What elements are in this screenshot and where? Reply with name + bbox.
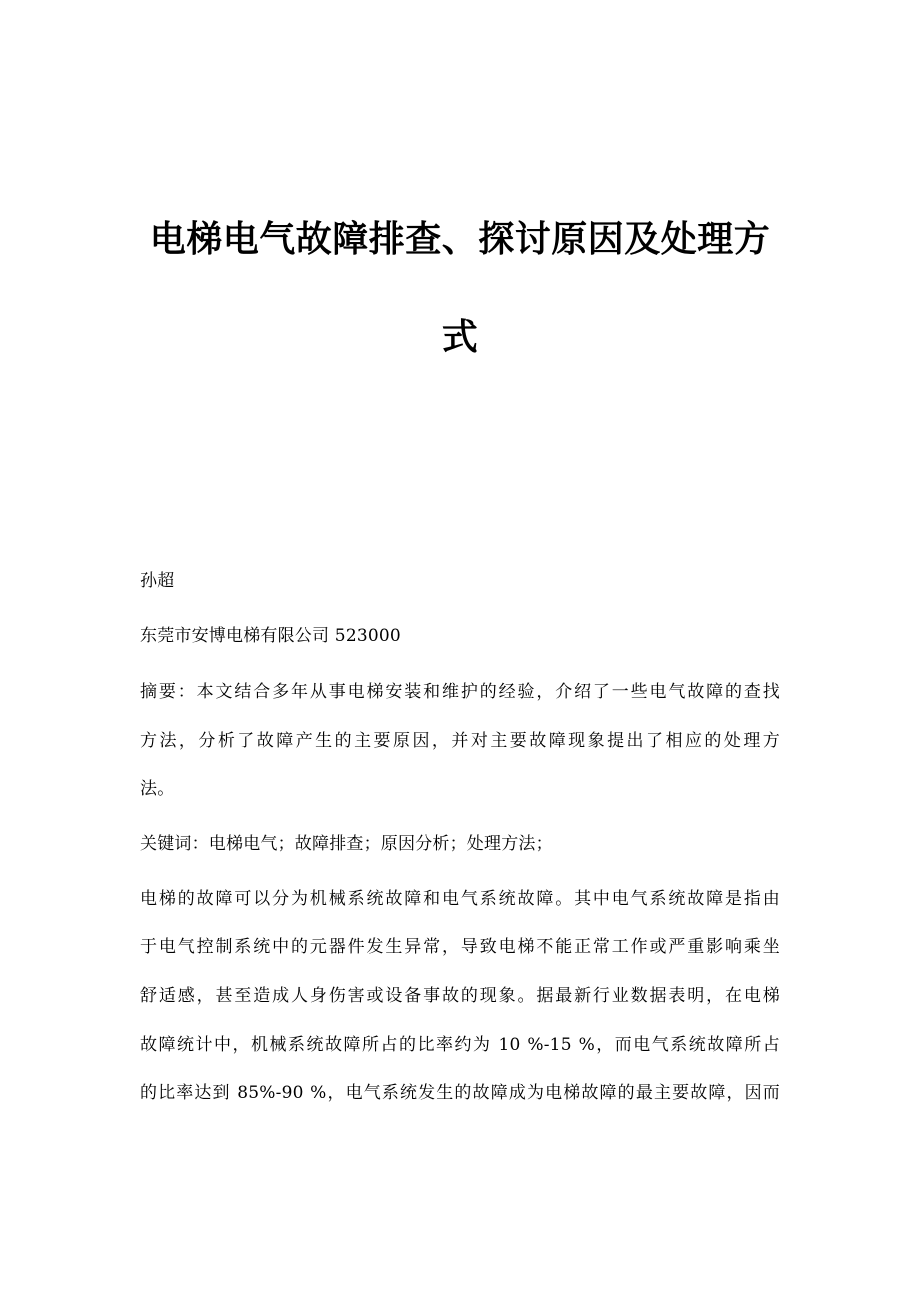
keywords: 关键词：电梯电气；故障排查；原因分析；处理方法； xyxy=(140,834,553,854)
body-line-1: 电梯的故障可以分为机械系统故障和电气系统故障。其中电气系统故障是指由 xyxy=(140,889,780,909)
body-line-4: 故障统计中，机械系统故障所占的比率约为 10 %-15 %，而电气系统故障所占 xyxy=(140,1035,780,1055)
abstract-line-1: 摘要：本文结合多年从事电梯安装和维护的经验，介绍了一些电气故障的查找 xyxy=(140,682,780,702)
body-line-5: 的比率达到 85%-90 %，电气系统发生的故障成为电梯故障的最主要故障，因而 xyxy=(140,1083,780,1103)
abstract-line-3: 法。 xyxy=(140,779,175,799)
document-title-line-2: 式 xyxy=(441,317,479,358)
author-affiliation: 东莞市安博电梯有限公司 523000 xyxy=(140,626,401,646)
abstract-line-2: 方法，分析了故障产生的主要原因，并对主要故障现象提出了相应的处理方 xyxy=(140,731,780,751)
author-name: 孙超 xyxy=(140,571,175,591)
document-title-line-1: 电梯电气故障排查、探讨原因及处理方 xyxy=(149,219,771,260)
body-line-3: 舒适感，甚至造成人身伤害或设备事故的现象。据最新行业数据表明，在电梯 xyxy=(140,986,780,1006)
body-line-2: 于电气控制系统中的元器件发生异常，导致电梯不能正常工作或严重影响乘坐 xyxy=(140,937,780,957)
